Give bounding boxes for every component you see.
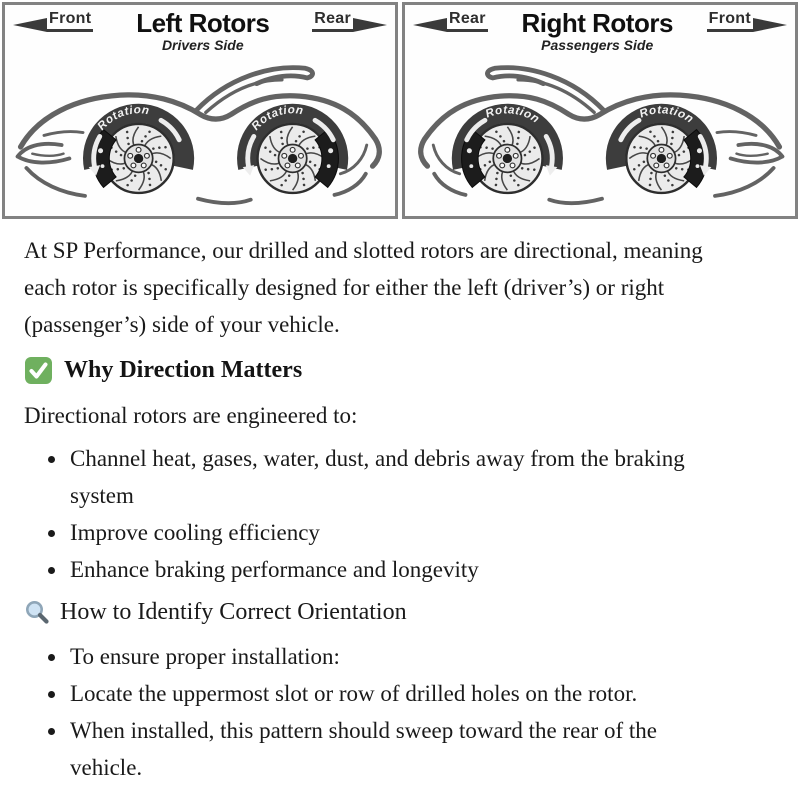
- why-direction-matters-heading: [24, 356, 770, 385]
- left-rotors-panel: [2, 2, 398, 219]
- rear-direction-label: [312, 10, 387, 32]
- rear-direction-label: [413, 10, 488, 32]
- direction-label-text: Front: [47, 10, 93, 32]
- intro-paragraph: At SP Performance, our drilled and slotted rotors are directional, meaning each rotor is specifically designed for either the left (driver’s) or right (passenger’s) side of your vehicle.: [24, 238, 703, 337]
- how-to-identify-heading: [24, 599, 770, 626]
- right-arrow-icon: [353, 17, 387, 33]
- right-arrow-icon: [753, 17, 787, 33]
- bullet-item: • To ensure proper installation:: [68, 639, 724, 676]
- rotation-label: Rotation: [483, 103, 543, 126]
- direction-label-text: Rear: [447, 10, 488, 32]
- benefits-list: [24, 441, 724, 588]
- rotation-label: Rotation: [637, 103, 697, 126]
- installation-steps-list: [24, 639, 724, 786]
- rotation-label: Rotation: [248, 103, 305, 133]
- front-direction-label: [707, 10, 787, 32]
- right-rotors-panel: [402, 2, 798, 219]
- bullet-item: • When installed, this pattern should sweep toward the rear of the vehicle.: [68, 713, 724, 787]
- left-arrow-icon: [13, 17, 47, 33]
- left-panel-header: [13, 10, 387, 53]
- panel-title: Left Rotors: [136, 8, 270, 38]
- rotation-label: Rotation: [94, 103, 151, 133]
- left-arrow-icon: [413, 17, 447, 33]
- rotor-direction-diagram: [0, 0, 800, 219]
- section-heading: Why Direction Matters: [64, 357, 303, 384]
- front-direction-label: [13, 10, 93, 32]
- bullet-item: • Enhance braking performance and longevity: [68, 552, 724, 589]
- direction-label-text: Front: [707, 10, 753, 32]
- bullet-item: • Channel heat, gases, water, dust, and debris away from the braking system: [68, 441, 724, 515]
- direction-label-text: Rear: [312, 10, 353, 32]
- panel-subtitle: Drivers Side: [161, 37, 244, 53]
- magnifier-icon: [24, 599, 51, 626]
- check-icon: [24, 356, 53, 385]
- panel-subtitle: Passengers Side: [541, 37, 654, 53]
- section-heading: How to Identify Correct Orientation: [60, 599, 407, 626]
- bullet-item: • Locate the uppermost slot or row of drilled holes on the rotor.: [68, 676, 724, 713]
- article-body: [0, 219, 800, 787]
- bullet-item: • Improve cooling efficiency: [68, 515, 724, 552]
- lead-sentence: Directional rotors are engineered to:: [24, 403, 358, 429]
- panel-title: Right Rotors: [521, 8, 673, 38]
- right-panel-header: [413, 10, 787, 53]
